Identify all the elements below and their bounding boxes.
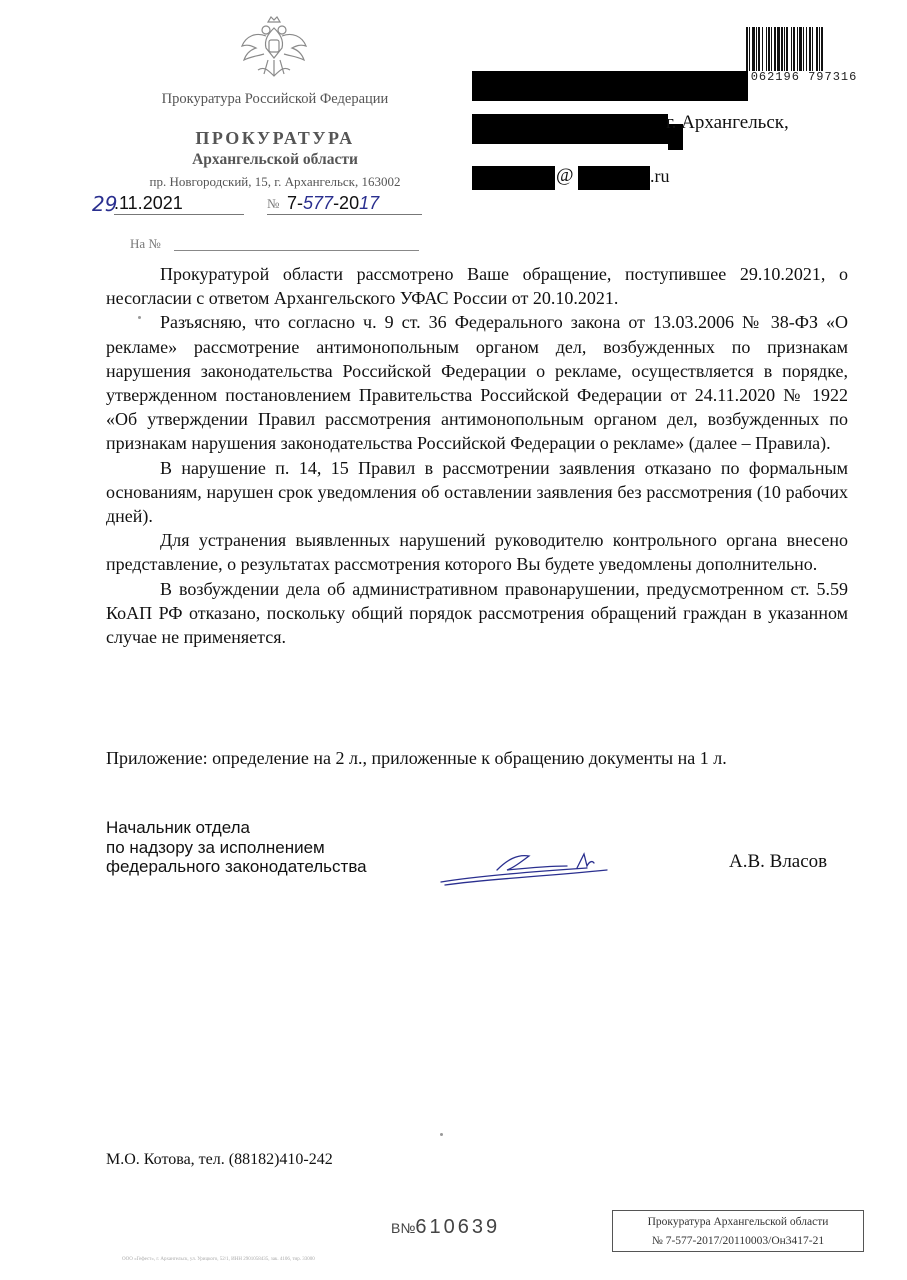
recipient-email-domain: .ru [650, 166, 670, 186]
executor-contact: М.О. Котова, тел. (88182)410-242 [106, 1151, 333, 1168]
barcode-bar [791, 27, 792, 71]
barcode-bar [762, 27, 763, 71]
recipient-city: г. Архангельск, [666, 112, 789, 133]
stamp-line: Прокуратура Архангельской области [647, 1216, 829, 1228]
barcode-bar [806, 27, 807, 71]
body-paragraph: В нарушение п. 14, 15 Правил в рассмотрении заявления отказано по формальным основаниям, нарушен срок уведомления об оставлении заявления без рассмотрения (10 рабочих дней). [106, 457, 848, 527]
date-day-handwritten: 29 [92, 192, 118, 216]
outgoing-prefix: 7- [287, 193, 304, 213]
outgoing-number [287, 193, 379, 214]
barcode-bar [799, 27, 802, 71]
date-and-number-row [92, 192, 432, 218]
barcode-bar [774, 27, 776, 71]
redaction-block [472, 114, 668, 144]
redaction-block [472, 166, 555, 190]
barcode-bars [746, 27, 862, 71]
speck [440, 1133, 443, 1136]
blank-number-digits: 610639 [415, 1216, 501, 1238]
signatory-position [106, 818, 406, 877]
speck [138, 316, 141, 319]
barcode-bar [766, 27, 767, 71]
outgoing-hand2: 17 [359, 193, 380, 213]
blank-number [391, 1216, 500, 1239]
barcode-bar [797, 27, 798, 71]
blank-number-prefix: В№ [391, 1220, 416, 1236]
barcode-bar [812, 27, 813, 71]
barcode [746, 27, 862, 85]
outgoing-hand1: 577 [303, 193, 334, 213]
letter-body [106, 262, 848, 649]
position-line: Начальник отдела [106, 818, 250, 837]
signatory-name: А.В. Власов [729, 851, 828, 872]
redaction-block [578, 166, 650, 190]
body-paragraph: Прокуратурой области рассмотрено Ваше обращение, поступившее 29.10.2021, о несогласии с ответом Архангельского УФАС России от 20.10.2021. [106, 264, 848, 309]
barcode-number: 062196 797316 [750, 70, 858, 84]
reply-label: На № [130, 236, 161, 251]
barcode-bar [821, 27, 823, 71]
recipient-email-at: @ [556, 165, 574, 186]
date-rest: .11.2021 [114, 193, 183, 213]
barcode-bar [786, 27, 788, 71]
printing-house-note: ООО «Гефест», г. Архангельск, ул. Урицкого, 52/1, ИНН 2901058435, зак. 4106, тир. 33000 [122, 1257, 315, 1262]
barcode-bar [758, 27, 760, 71]
org-region: Архангельской области [192, 151, 358, 168]
attachment-line: Приложение: определение на 2 л., приложенные к обращению документы на 1 л. [106, 748, 727, 768]
stamp-line: № 7-577-2017/20110003/Он3417-21 [651, 1235, 825, 1247]
date-underline [114, 214, 244, 215]
barcode-bar [746, 27, 748, 71]
barcode-bar [803, 27, 804, 71]
body-paragraph: Разъясняю, что согласно ч. 9 ст. 36 Федерального закона от 13.03.2006 № 38-ФЗ «О рекламе» рассмотрение антимонопольным органом дел, возбужденных по признакам нарушения законодательства Российской Федерации о рекламе, осуществляется в порядке, утвержденном постановлением Правительства Российской Федерации от 24.11.2020 № 1922 «Об утверждении Правил рассмотрения антимонопольным органом дел, возбужденных по признакам нарушения законодательства Российской Федерации о рекламе» (далее – Правила). [106, 312, 848, 454]
reply-line [174, 250, 419, 251]
barcode-bar [756, 27, 757, 71]
body-paragraph: Для устранения выявленных нарушений руководителю контрольного органа внесено представление, о результатах рассмотрения которого Вы будете уведомлены дополнительно. [106, 530, 848, 575]
barcode-bar [749, 27, 750, 71]
org-address: пр. Новгородский, 15, г. Архангельск, 163002 [149, 174, 401, 189]
position-line: по надзору за исполнением [106, 837, 325, 857]
reply-to-row [130, 236, 430, 254]
barcode-bar [777, 27, 780, 71]
barcode-bar [752, 27, 755, 71]
redaction-block [472, 71, 748, 101]
coat-of-arms-icon [238, 14, 310, 82]
org-title: ПРОКУРАТУРА [195, 128, 355, 148]
position-line: федерального законодательства [106, 857, 367, 876]
number-sign: № [267, 196, 280, 211]
number-underline [267, 214, 422, 215]
barcode-bar [768, 27, 770, 71]
outgoing-mid: -20 [333, 193, 360, 213]
org-line: Прокуратура Российской Федерации [161, 91, 389, 107]
barcode-bar [784, 27, 785, 71]
barcode-bar [819, 27, 820, 71]
body-paragraph: В возбуждении дела об административном правонарушении, предусмотренном ст. 5.59 КоАП РФ отказано, поскольку общий порядок рассмотрения обращений граждан в указанном случае не применяется. [106, 578, 848, 648]
barcode-bar [809, 27, 811, 71]
barcode-bar [793, 27, 795, 71]
barcode-bar [781, 27, 783, 71]
barcode-bar [771, 27, 772, 71]
handwritten-signature [437, 846, 617, 888]
barcode-bar [816, 27, 818, 71]
registration-stamp [612, 1210, 864, 1252]
